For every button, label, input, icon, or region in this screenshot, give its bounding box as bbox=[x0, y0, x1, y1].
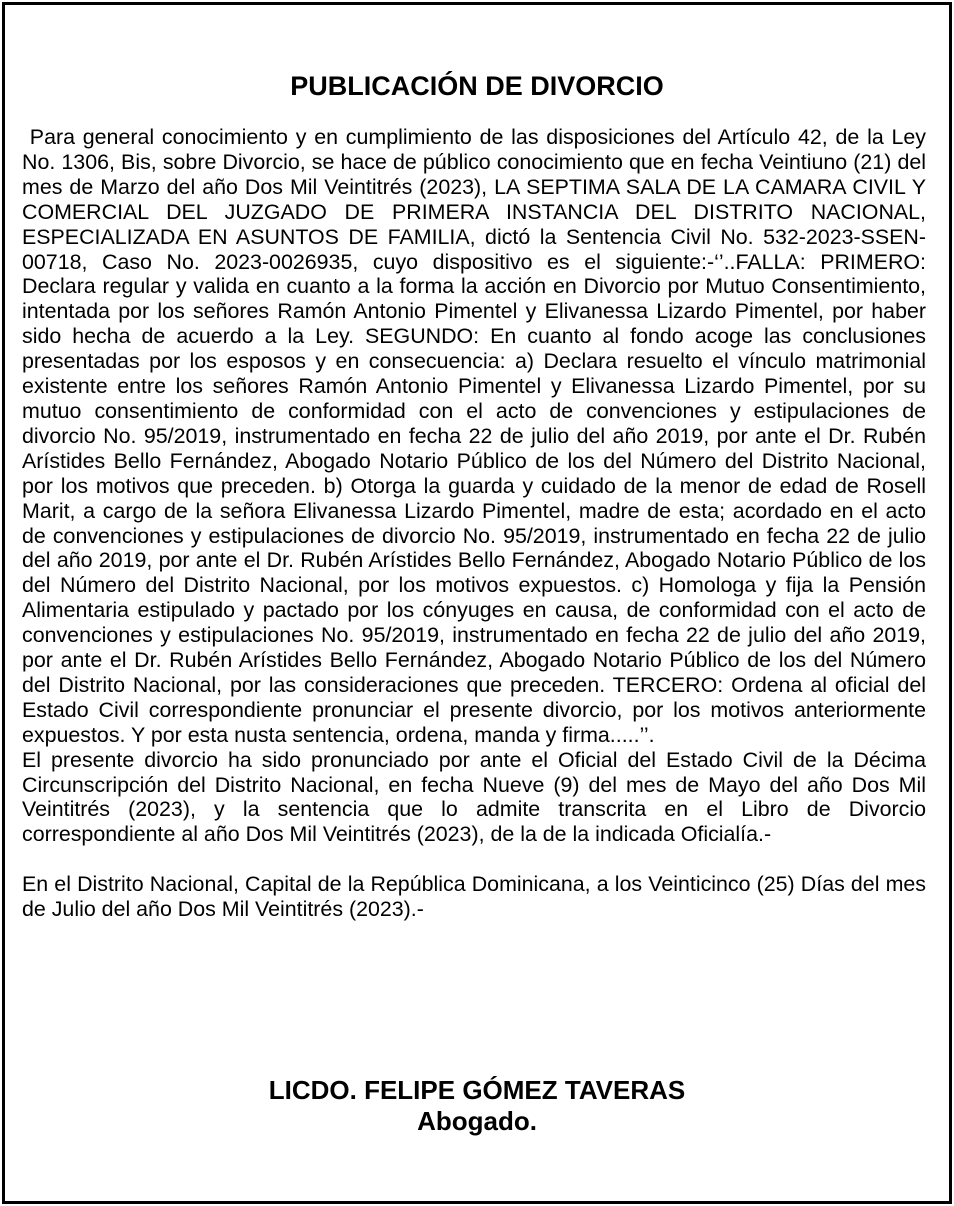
publication-frame bbox=[2, 2, 952, 1204]
place-date-paragraph: En el Distrito Nacional, Capital de la República Dominicana, a los Veinticinco (25) Días del mes de Julio del año Dos Mil Veintitrés (2023).- bbox=[22, 872, 926, 922]
publication-title: PUBLICACIÓN DE DIVORCIO bbox=[290, 71, 664, 101]
signer-name: LICDO. FELIPE GÓMEZ TAVERAS bbox=[268, 1075, 686, 1105]
pronouncement-paragraph: El presente divorcio ha sido pronunciado por ante el Oficial del Estado Civil de la Décima Circunscripción del Distrito Nacional, en fecha Nueve (9) del mes de Mayo del año Dos Mil Veintitrés (2023), y la sentencia que lo admite transcrita en el Libro de Divorcio correspondiente al año Dos Mil Veintitrés (2023), de la de la indicada Oficialía.- bbox=[22, 747, 926, 847]
publication-body bbox=[22, 125, 932, 922]
signature-block bbox=[5, 1075, 949, 1137]
ruling-paragraph: Para general conocimiento y en cumplimiento de las disposiciones del Artículo 42, de la Ley No. 1306, Bis, sobre Divorcio, se hace de público conocimiento que en fecha Veintiuno (21) del mes de Marzo del año Dos Mil Veintitrés (2023), LA SEPTIMA SALA DE LA CAMARA CIVIL Y COMERCIAL DEL JUZGADO DE PRIMERA INSTANCIA DEL DISTRITO NACIONAL, ESPECIALIZADA EN ASUNTOS DE FAMILIA, dictó la Sentencia Civil No. 532-2023-SSEN-00718, Caso No. 2023-0026935, cuyo dispositivo es el siguiente:-‘’..FALLA: PRIMERO: Declara regular y valida en cuanto a la forma la acción en Divorcio por Mutuo Consentimiento, intentada por los señores Ramón Antonio Pimentel y Elivanessa Lizardo Pimentel, por haber sido hecha de acuerdo a la Ley. SEGUNDO: En cuanto al fondo acoge las conclusiones presentadas por los esposos y en consecuencia: a) Declara resuelto el vínculo matrimonial existente entre los señores Ramón Antonio Pimentel y Elivanessa Lizardo Pimentel, por su mutuo consentimiento de conformidad con el acto de convenciones y estipulaciones de divorcio No. 95/2019, instrumentado en fecha 22 de julio del año 2019, por ante el Dr. Rubén Arístides Bello Fernández, Abogado Notario Público de los del Número del Distrito Nacional, por los motivos que preceden. b) Otorga la guarda y cuidado de la menor de edad de Rosell Marit, a cargo de la señora Elivanessa Lizardo Pimentel, madre de esta; acordado en el acto de convenciones y estipulaciones de divorcio No. 95/2019, instrumentado en fecha 22 de julio del año 2019, por ante el Dr. Rubén Arístides Bello Fernández, Abogado Notario Público de los del Número del Distrito Nacional, por los motivos expuestos. c) Homologa y fija la Pensión Alimentaria estipulado y pactado por los cónyuges en causa, de conformidad con el acto de convenciones y estipulaciones No. 95/2019, instrumentado en fecha 22 de julio del año 2019, por ante el Dr. Rubén Arístides Bello Fernández, Abogado Notario Público de los del Número del Distrito Nacional, por las consideraciones que preceden. TERCERO: Ordena al oficial del Estado Civil correspondiente pronunciar el presente divorcio, por los motivos anteriormente expuestos. Y por esta nusta sentencia, ordena, manda y firma.....’’. bbox=[22, 125, 932, 747]
signer-role: Abogado. bbox=[417, 1106, 537, 1136]
